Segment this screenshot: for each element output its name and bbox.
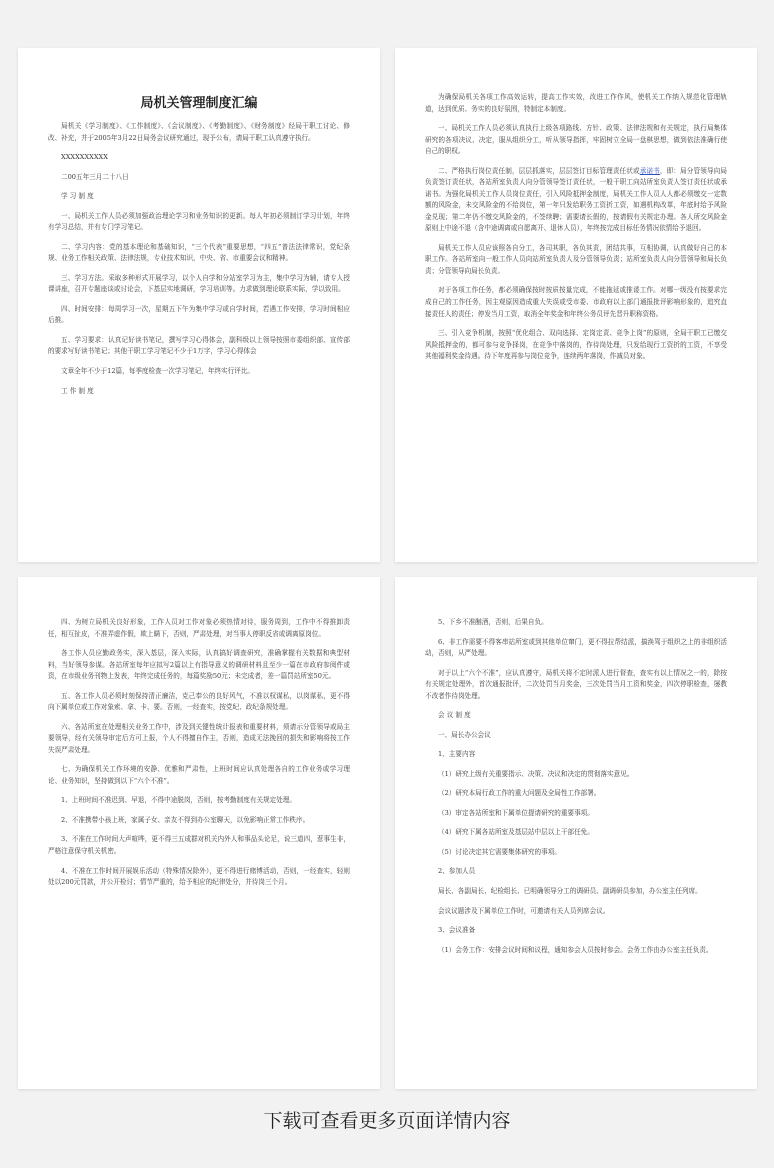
document-page-4 [395,577,757,1089]
paragraph: 局长、各副局长、纪检组长、已明确领导分工的调研员、副调研员参加，办公室主任列席。 [438,886,702,895]
paragraph: 3、会议准备 [438,926,476,935]
document-page-3 [18,577,380,1089]
paragraph: 学 习 制 度 [61,192,94,201]
paragraph: 六、各站所室在处理相关业务工作中，涉及到关键性统计报表和重要材料，须请示分管领导或局主要领导，经有关领导审定后方可上报，个人不得擅自作主，否则，造成无法挽回的损失和影响将按工作失误严肃处理。 [48,722,350,754]
paragraph: 局机关《学习制度》、《工作制度》、《会议制度》、《考勤制度》、《财务制度》经局干职工讨论、修改、补充，并于2005年3月22日局务会议研究通过，现予公布，请局干职工认真遵守执行。 [48,122,350,142]
document-page-2 [395,48,757,562]
paragraph: 二、严格执行岗位责任制，层层抓落实，层层签订目标管理责任状或承诺书，即：局分管领导向局负责签订责任状，各站所室负责人向分管领导签订责任状，一般干职工向站所室负责人签订责任状或承诺书。为强化局机关工作人员岗位责任，引入风险抵押金制度，局机关工作人员人人都必须缴交一定数额的风险金，未交风险金的不给岗位，第一年只发给职务工资折工资，如遇机构改革，年底时给予风险金兑现；第二年仍不缴交风险金的，不签续聘；需要请长假的，按请假有关规定办理。各人所交风险金原则上中途不退（含中途调离或自愿离开、退休人员），年终按完成目标任务情况依情给予退回。 [425,166,727,233]
paragraph: （2）研究本局行政工作的重大问题及全局性工作部署。 [438,789,601,798]
paragraph: 五、学习要求：认真记好读书笔记，撰写学习心得体会，副科级以上领导按照市委组织部、宣传部的要求写好读书笔记；其他干职工学习笔记不少于1万字，学习心得体会 [48,335,350,356]
paragraph: 五、各工作人员必须时刻保持清正廉洁，克己奉公的良好风气，不准以权谋私，以岗谋私，更不得向下属单位或工作对象索、拿、卡、要。否则，一经查实，按党纪、政纪条规处理。 [48,691,350,712]
paragraph: 1、上班时间不准迟到、早退，不得中途脱岗，否则，按考勤制度有关规定处理。 [61,796,296,805]
paragraph: 四、为树立局机关良好形象，工作人员对工作对象必须热情对待，服务周到，工作中不得推卸责任，相互扯皮，不准弄虚作假，欺上瞒下，否则，严肃处理，对当事人停职反省或调离原岗位。 [48,618,350,638]
document-title: 局机关管理制度汇编 [140,96,258,111]
paragraph: 局机关工作人员应该照各自分工，各司其职，各负其责，团结共事，互相协调，认真做好自己的本职工作。各站所室向一般工作人员向站所室负责人及分管领导负责；站所室负责人向分管领导和局长负责；分管领导向局长负责。 [425,243,727,275]
document-page-1 [18,48,380,562]
paragraph: 3、不准在工作时间大声喧哗，更不得三五成群对机关内外人和事品头论足，说三道四，惹事生非，严格注意保守机关机密。 [48,835,350,855]
paragraph: （1）研究上级有关重要指示、决策、决议和决定的贯彻落实意见。 [438,769,634,778]
paragraph: 会议议题涉及下属单位工作时，可邀请有关人员列席会议。 [438,906,610,915]
paragraph: 一、局机关工作人员必须加强政治理论学习和业务知识的更新。每人年初必须制订学习计划，年终有学习总结，并有专门学习笔记。 [48,211,350,232]
paragraph: 2、不准携带小孩上班，家属子女、亲友不得到办公室聊天，以免影响正常工作秩序。 [61,815,310,824]
paragraph: 一、局长办公会议 [438,730,491,739]
paragraph: 会 议 制 度 [438,711,471,720]
paragraph: 为确保局机关各项工作高效运转，提高工作实效，改进工作作风，使机关工作纳入规范化管理轨道，达到优质、务实的良好氛围，特制定本制度。 [425,93,727,113]
paragraph: 对于以上“六个不准”，应认真遵守，局机关将不定时派人进行督查，查实有以上情况之一的，除按有关规定处理外，首次通报批评，二次处罚当月奖金，三次处罚当月工资和奖金，四次停职检查，屡教不改者作待岗处理。 [425,668,727,700]
paragraph: 2、参加人员 [438,867,476,876]
paragraph: 三、学习方法。采取多种形式开展学习，以个人自学和分站室学习为主，集中学习为辅，请专人授课讲座，召开专题座谈或讨论会，下基层实地调研，学习培训等。力求做到理论联系实际，学以致用。 [48,273,350,294]
page-3-body [48,617,350,889]
paragraph: 4、不准在工作时间开展娱乐活动（特殊情况除外），更不得进行赌博活动，否则，一经查实，轻则处以200元罚款，并公开检讨；情节严重的，给予相应的纪律处分，并待岗三个月。 [48,866,350,887]
paragraph: 四、时间安排：每周学习一次，星期五下午为集中学习或自学时间，若遇工作安排，学习时间相应后推。 [48,304,350,325]
paragraph: 6、非工作需要不得客串站所室或到其他单位窜门，更不得拉帮结派，搞涣驾于组织之上的非组织活动，否则，从严处理。 [425,637,727,658]
paragraph: 1、主要内容 [438,750,476,759]
commitment-link[interactable]: 承诺书 [639,166,660,175]
page-1-body [48,121,350,397]
paragraph: （3）审定各站所室和下属单位提请研究的重要事项。 [438,808,594,817]
paragraph: 5、下乡不准酗酒，否则，后果自负。 [438,618,548,626]
paragraph: 二00五年三月二十八日 [61,172,129,181]
paragraph: （4）研究下属各站所室及基层站中层以上干部任免。 [438,828,594,837]
paragraph: （5）讨论决定其它需要集体研究的事项。 [438,847,561,856]
paragraph: 各工作人员应勤政务实，深入基层，深入实际，认真搞好调查研究，准确掌握有关数据和典型材料，当好领导参谋。各站所室每年应拟写2篇以上有指导意义的调研材料且至少一篇在市政府参阅件或资，在市级业务刊物上发表，年终完成任务的，每篇奖励50元；未完成者，差一篇罚站所室50元。 [48,649,350,681]
page-2-body [425,92,727,363]
page-4-body [425,617,727,956]
paragraph: 文章全年不少于12篇，每季度检查一次学习笔记，年终实行评比。 [61,366,255,375]
download-more-prompt[interactable]: 下载可查看更多页面详情内容 [263,1110,511,1132]
paragraph: 二、学习内容：党的基本理论和基础知识，“三个代表”重要思想，“四五”普法法律常识，党纪条规、业务工作相关政策、法律法规，专业技术知识，中央、省、市重要会议和精神。 [48,242,350,263]
paragraph: （1）会务工作：安排会议时间和议程，通知参会人员按时参会。会务工作由办公室主任负责。 [438,945,713,954]
paragraph: 七、为确保机关工作环境的安静、优雅和严肃性，上班时间应认真处理各自的工作业务或学习理论、业务知识，坚持做到以下“六个不准”。 [48,765,350,785]
paragraph: 三、引入竞争机制，按照“优化组合、双向选择、定岗定责、竞争上岗”的原则，全局干职工已缴交风险抵押金的，都可参与竞争择岗，在竞争中落岗的，作待岗处理，只发给现行工资折的工资，不享受其他福利奖金待遇。待下年度再参与岗位竞争，连续两年落岗，作减员对象。 [425,329,727,361]
paragraph: XXXXXXXXXX [61,153,108,162]
paragraph: 工 作 制 度 [61,386,94,395]
paragraph: 一、局机关工作人员必须认真执行上级各项路线、方针、政策、法律法规和有关规定，执行局集体研究的各项决议、决定，服从组织分工，听从领导指挥，牢固树立全局一盘棋思想，做到依法准确行使自己的职权。 [425,124,727,156]
paragraph: 对于各项工作任务，都必须确保按时按质按量完成，不能拖延或推诿工作。对哪一级没有按要求完成自己的工作任务，因主观原因造成重大失误或受市委、市政府以上部门通报批评影响形象的，追究直接责任人的责任；停发当月工资，取消全年奖金和年终公务员评先晋升职称资格。 [425,286,727,318]
